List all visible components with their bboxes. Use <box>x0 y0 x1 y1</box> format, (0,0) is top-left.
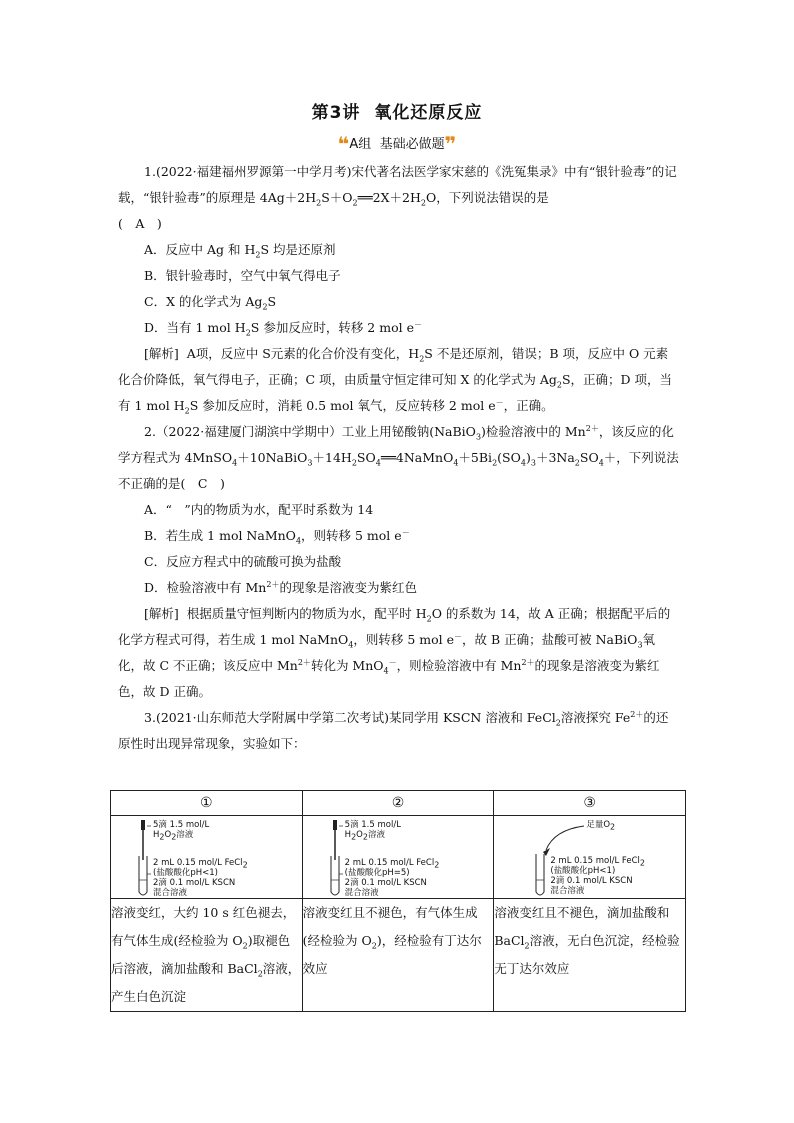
question-content <box>118 159 680 757</box>
table-header-cell: ① <box>111 791 303 816</box>
experiment-table <box>110 790 686 1012</box>
question-1-analysis: [解析] A项，反应中 S元素的化合价没有变化，$H_2S$ 不是还原剂，错误；B 项，反应中 O 元素化合价降低，氧气得电子，正确；C 项，由质量守恒定律可知 X 的化学式为 $Ag_2S$，正确；D 项，当有 1 mol $H_2S$ 参加反应时，消耗 0.5 mol 氧气，反应转移 2 mol e－，正确。 <box>118 346 673 416</box>
group-label: A组 <box>349 137 372 152</box>
solution-label: 2 mL 0.15 mol/L FeCl$_2$ (盐酸酸化pH=5) 2滴 0.1 mol/L KSCN 混合溶液 <box>344 858 440 898</box>
table-result-row <box>111 899 686 1012</box>
lecture-number: 第3讲 <box>311 103 361 123</box>
figure-cell-2 <box>302 816 494 899</box>
group-name: 基础必做题 <box>379 137 445 152</box>
question-2-stem: 2.（2022·福建厦门湖滨中学期中）工业上用铋酸钠(NaBiO$_3$)检验溶液中的 $Mn^{2+}$，该反应的化学方程式为 $4MnSO_4+10NaBiO_3+14H_2SO_4══4NaMnO_4+5Bi_2(SO_4)_3+3Na_2SO_4+$，下列说法不正确的是( C ) <box>118 423 679 491</box>
gas-label: 足量$O_2$ <box>586 820 616 832</box>
figure-cell-1 <box>111 816 303 899</box>
lecture-title: 氧化还原反应 <box>374 103 483 123</box>
question-3-stem: 3.(2021·山东师范大学附属中学第二次考试)某同学用 KSCN 溶液和 FeCl$_2$溶液探究 $Fe^{2+}$的还原性时出现异常现象，实验如下： <box>118 709 669 751</box>
result-cell-2: 溶液变红且不褪色，有气体生成(经检验为 $O_2$)，经检验有丁达尔效应 <box>302 899 494 1012</box>
reagent-label: 5滴 1.5 mol/L $H_2O_2$溶液 <box>344 820 401 842</box>
group-heading <box>0 132 794 156</box>
page-title <box>0 98 794 123</box>
question-1-option-a: A．反应中 Ag 和 $H_2S$ 均是还原剂 <box>144 242 336 260</box>
result-cell-1: 溶液变红，大约 10 s 红色褪去，有气体生成(经检验为 $O_2$)取褪色后溶液，滴加盐酸和 BaCl$_2$溶液，产生白色沉淀 <box>111 899 303 1012</box>
reagent-label: 5滴 1.5 mol/L $H_2O_2$溶液 <box>153 820 210 842</box>
question-2-analysis: [解析] 根据质量守恒判断内的物质为水，配平时 $H_2O$ 的系数为 14，故 A 正确；根据配平后的化学方程式可得，若生成 1 mol NaMnO$_4$，则转移 5 mol e－，故 B 正确；盐酸可被 NaBiO$_3$氧化，故 C 不正确；该反应中 $Mn^{2+}$转化为 MnO$_4$－，则检验溶液中有 $Mn^{2+}$的现象是溶液变为紫红色，故 D 正确。 <box>118 606 671 699</box>
solution-label: 2 mL 0.15 mol/L FeCl$_2$ (盐酸酸化pH<1) 2滴 0.1 mol/L KSCN 混合溶液 <box>153 858 248 898</box>
open-quote-icon: ❝ <box>337 132 350 156</box>
solution-label: 2 mL 0.15 mol/L FeCl$_2$ (盐酸酸化pH<1) 2滴 0.1 mol/L KSCN 混合溶液 <box>550 856 645 896</box>
question-1-option-c: C．X 的化学式为 $Ag_2S$ <box>144 294 277 312</box>
question-1-stem: 1.(2022·福建福州罗源第一中学月考)宋代著名法医学家宋慈的《洗冤集录》中有“银针验毒”的记载，“银针验毒”的原理是 $4Ag+2H_2S+O_2══2X+2H_2O$，下列说法错误的是 ( A ) <box>118 164 677 231</box>
table-header-row <box>111 791 686 816</box>
table-header-cell: ② <box>302 791 494 816</box>
question-2-answer: ( C ) <box>180 476 225 491</box>
question-2-option-c: C．反应方程式中的硫酸可换为盐酸 <box>144 554 342 569</box>
question-1-answer: ( A ) <box>118 216 162 231</box>
question-1-option-d: D．当有 1 mol $H_2S$ 参加反应时，转移 2 mol e－ <box>144 319 422 338</box>
table-header-cell: ③ <box>494 791 686 816</box>
close-quote-icon: ❞ <box>444 132 457 156</box>
table-figure-row <box>111 816 686 899</box>
result-cell-3: 溶液变红且不褪色，滴加盐酸和 BaCl$_2$溶液，无白色沉淀，经检验无丁达尔效应 <box>494 899 686 1012</box>
question-2-option-d: D．检验溶液中有 $Mn^{2+}$的现象是溶液变为紫红色 <box>144 579 417 595</box>
question-2-option-b: B．若生成 1 mol NaMnO$_4$，则转移 5 mol e－ <box>144 527 410 546</box>
question-2-option-a: A．“ ”内的物质为水，配平时系数为 14 <box>144 502 374 517</box>
figure-cell-3 <box>494 816 686 899</box>
question-1-option-b: B．银针验毒时，空气中氧气得电子 <box>144 268 341 283</box>
